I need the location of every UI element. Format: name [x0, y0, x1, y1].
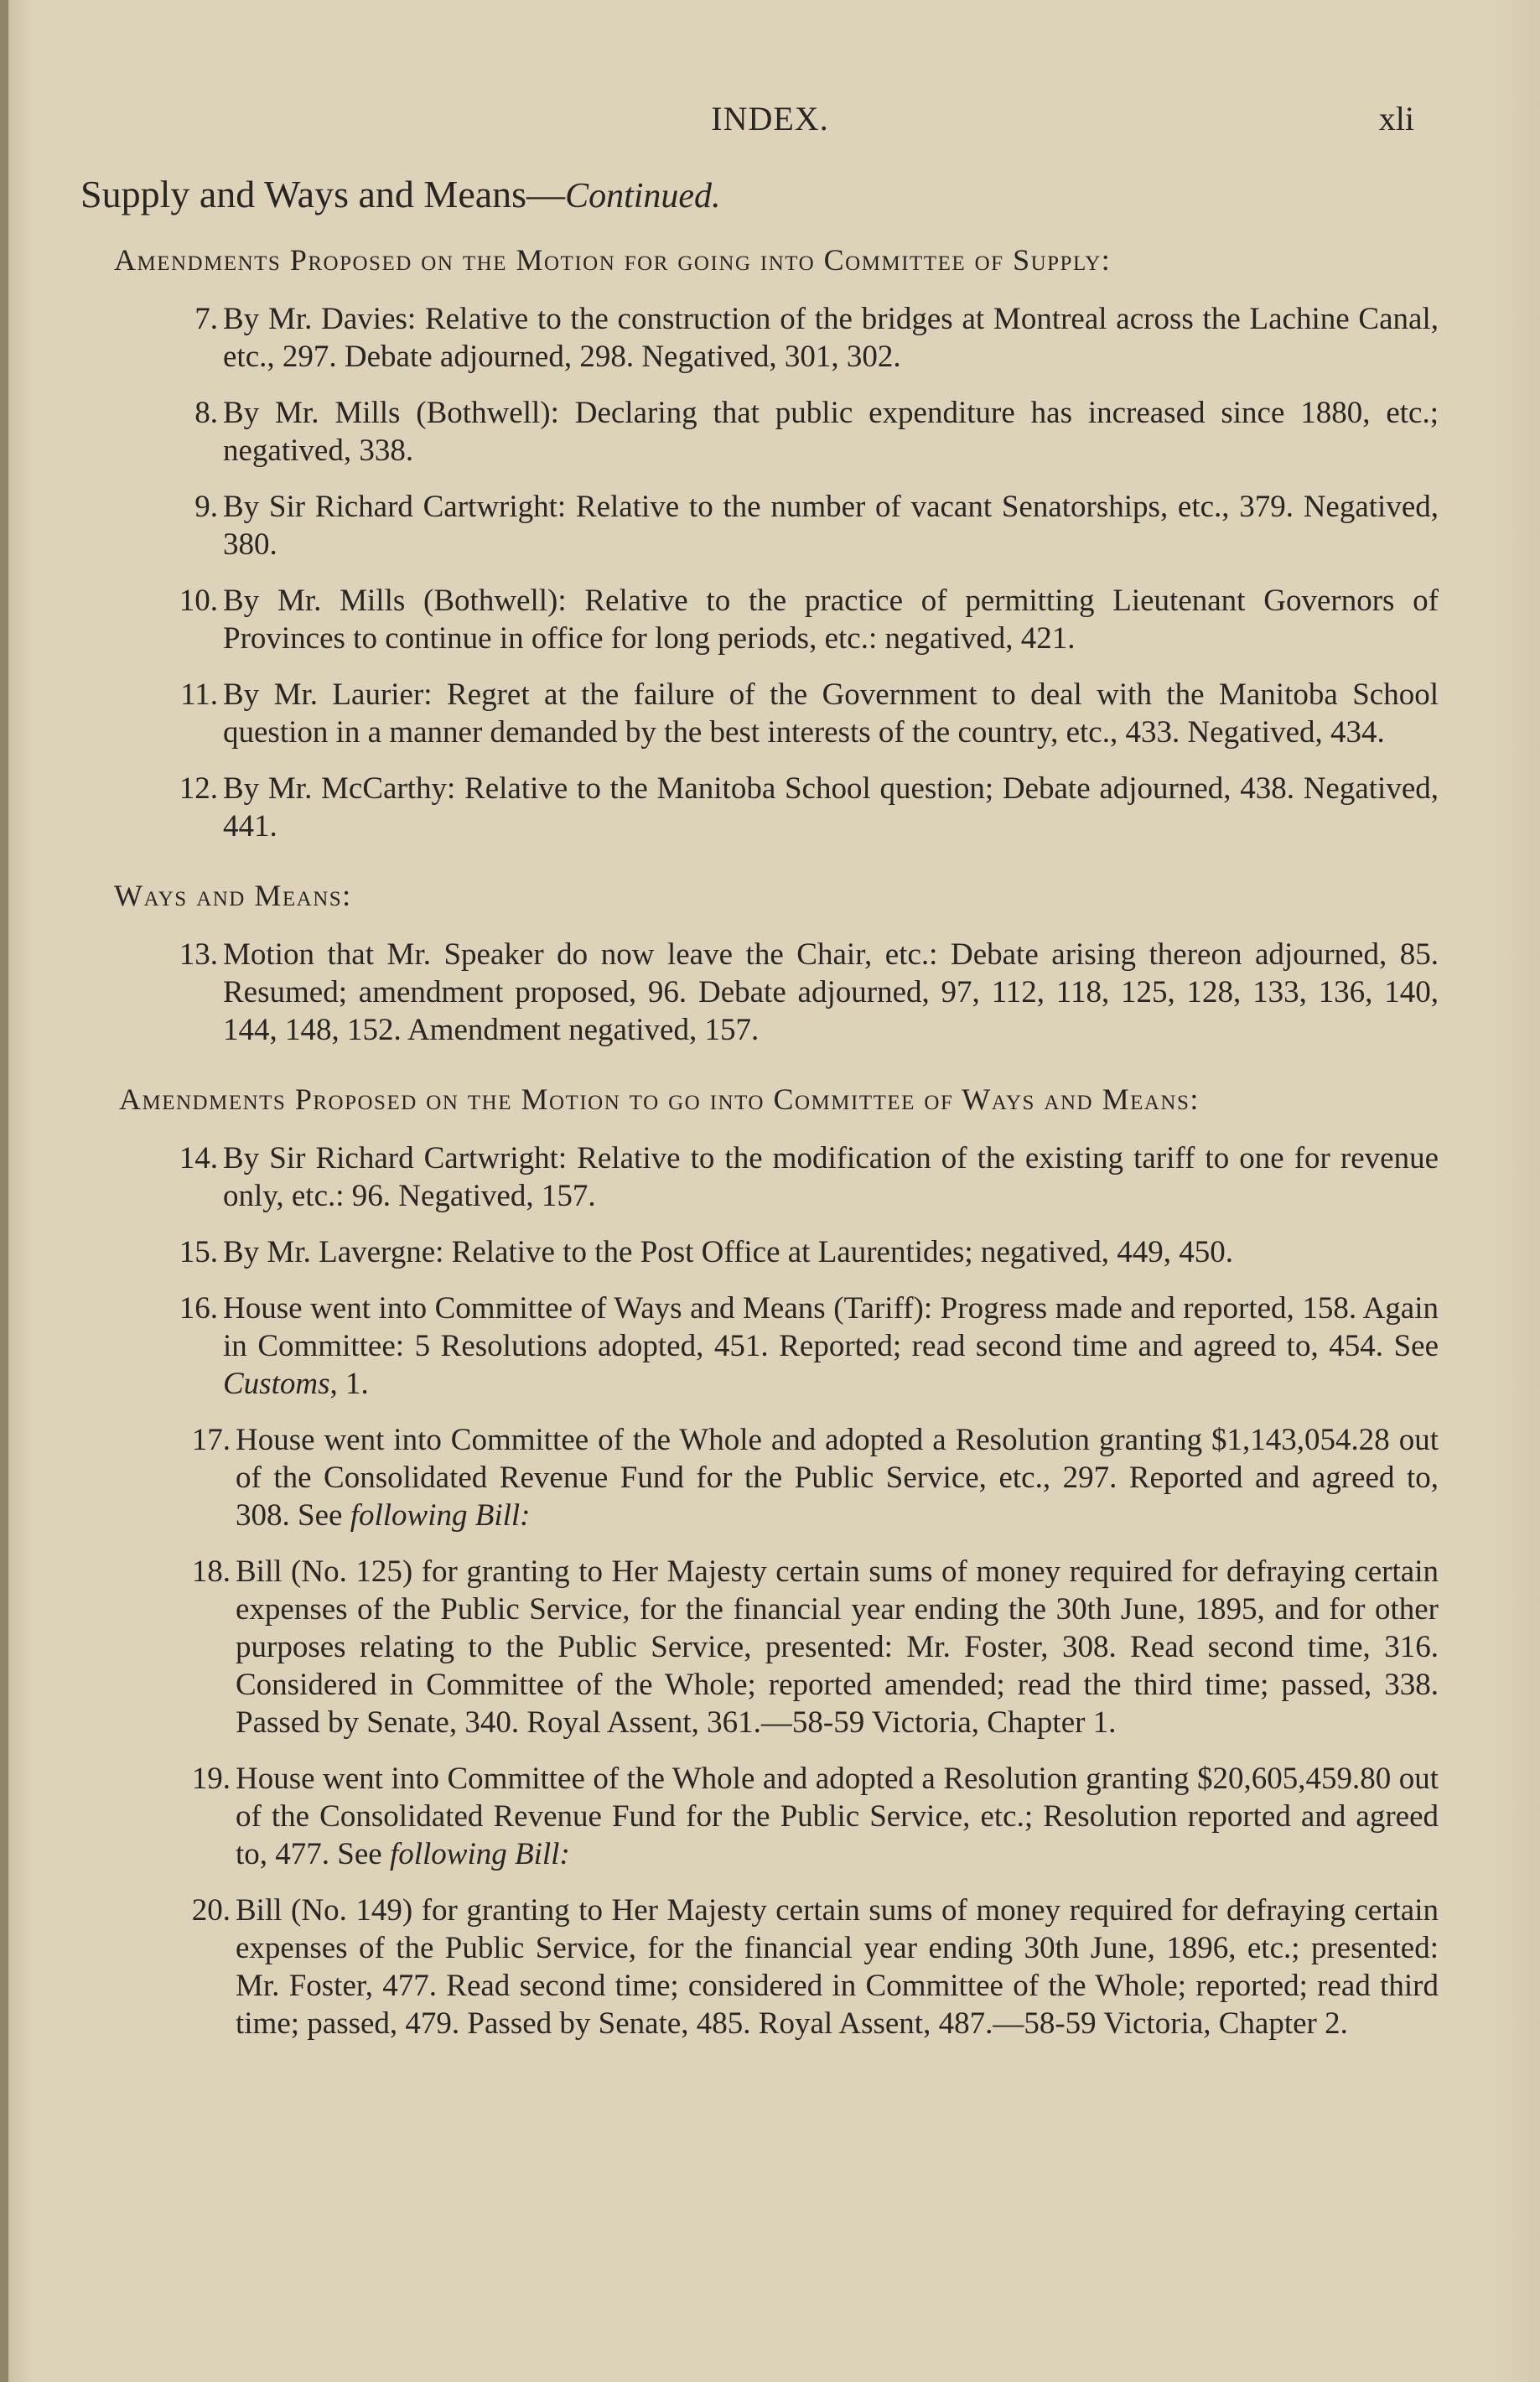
entry-number: 19. [191, 1762, 231, 1796]
entry-text: By Mr. Davies: Relative to the construction of the bridges at Montreal across the Lachine Canal, etc., 297. Debate adjourned, 298. Negatived, 301, 302. [223, 302, 1439, 374]
cross-reference: Customs [223, 1367, 330, 1401]
entry-text: House went into Committee of the Whole and adopted a Resolution granting $20,605,459.80 out of the Consolidated Revenue Fund for the Public Service, etc.; Resolution reported and agreed to, 477. See [236, 1762, 1439, 1871]
entry-number: 20. [191, 1893, 231, 1928]
index-entry [80, 488, 1439, 563]
entry-text: House went into Committee of Ways and Means (Tariff): Progress made and reported, 158. Again in Committee: 5 Resolutions adopted, 451. Reported; read second time and agreed to, 454. See [223, 1291, 1439, 1363]
index-entry [80, 1553, 1439, 1741]
group-list-ways-and-means [80, 936, 1439, 1049]
entry-number: 9. [194, 490, 218, 524]
index-entry [80, 1892, 1439, 2042]
section-title [80, 172, 1439, 216]
group-list-ways-means-amendments [80, 1139, 1439, 2042]
index-entry [80, 1233, 1439, 1271]
entry-number: 13. [179, 937, 218, 972]
entry-number: 16. [179, 1291, 218, 1326]
entry-number: 12. [179, 771, 218, 806]
entry-text: By Mr. Mills (Bothwell): Relative to the practice of permitting Lieutenant Governors of Provinces to continue in office for long periods, etc.: negatived, 421. [223, 584, 1439, 656]
entry-number: 11. [180, 677, 218, 712]
entry-number: 15. [179, 1235, 218, 1269]
entry-number: 10. [179, 584, 218, 618]
entry-text-with-reference [223, 1291, 1439, 1401]
page-header [0, 99, 1540, 149]
entry-number: 7. [194, 302, 218, 336]
entry-number: 18. [191, 1554, 231, 1589]
cross-reference: following Bill: [389, 1837, 570, 1871]
entry-text-tail: , 1. [329, 1367, 369, 1401]
page-spine-edge [0, 0, 8, 2382]
running-head: INDEX. [711, 100, 829, 138]
group-heading-ways-means-amendments: Amendments Proposed on the Motion to go into Committee of Ways and Means: [119, 1082, 1200, 1116]
entry-text: By Mr. Laurier: Regret at the failure of the Government to deal with the Manitoba School question in a manner demanded by the best interests of the country, etc., 433. Negatived, 434. [223, 677, 1439, 750]
index-entry [80, 1290, 1439, 1403]
entry-text: Bill (No. 149) for granting to Her Majesty certain sums of money required for defraying certain expenses of the Public Service, for the financial year ending 30th June, 1896, etc.; presented: Mr. Foster, 477. Read second time; considered in Committee of the Whole; reported; read third time; passed, 479. Passed by Senate, 485. Royal Assent, 487.—58-59 Victoria, Chapter 2. [236, 1893, 1439, 2041]
index-entry [80, 1421, 1439, 1534]
page-number: xli [1378, 100, 1414, 138]
entry-text: By Mr. Mills (Bothwell): Declaring that public expenditure has increased since 1880, etc.; negatived, 338. [223, 396, 1439, 468]
index-entry [80, 394, 1439, 470]
group-list-supply-amendments [80, 300, 1439, 845]
group-heading-supply-amendments: Amendments Proposed on the Motion for going into Committee of Supply: [114, 243, 1112, 277]
entry-text: By Sir Richard Cartwright: Relative to the number of vacant Senatorships, etc., 379. Negatived, 380. [223, 490, 1439, 562]
entry-text: By Sir Richard Cartwright: Relative to the modification of the existing tariff to one for revenue only, etc.: 96. Negatived, 157. [223, 1141, 1439, 1213]
index-entry [80, 1760, 1439, 1873]
index-entry [80, 676, 1439, 751]
index-entry [80, 770, 1439, 845]
entry-number: 8. [194, 396, 218, 430]
index-content [80, 172, 1439, 2074]
cross-reference: following Bill: [350, 1498, 531, 1533]
entry-text: By Mr. Lavergne: Relative to the Post Office at Laurentides; negatived, 449, 450. [223, 1235, 1233, 1269]
index-entry [80, 300, 1439, 376]
entry-text: Motion that Mr. Speaker do now leave the Chair, etc.: Debate arising thereon adjourned, 85. Resumed; amendment proposed, 96. Debate adjourned, 97, 112, 118, 125, 128, 133, 136, 140, 144, 148, 152. Amendment negatived, 157. [223, 937, 1439, 1047]
entry-number: 17. [191, 1423, 231, 1457]
entry-number: 14. [179, 1141, 218, 1175]
entry-text-with-reference [236, 1762, 1439, 1871]
entry-text: Bill (No. 125) for granting to Her Majesty certain sums of money required for defraying certain expenses of the Public Service, for the financial year ending the 30th June, 1895, and for other purposes relating to the Public Service, presented: Mr. Foster, 308. Read second time, 316. Considered in Committee of the Whole; reported amended; read the third time; passed, 338. Passed by Senate, 340. Royal Assent, 361.—58-59 Victoria, Chapter 1. [236, 1554, 1439, 1740]
index-entry [80, 1139, 1439, 1215]
entry-text: House went into Committee of the Whole and adopted a Resolution granting $1,143,054.28 out of the Consolidated Revenue Fund for the Public Service, etc., 297. Reported and agreed to, 308. See [236, 1423, 1439, 1533]
index-entry [80, 936, 1439, 1049]
section-title-main: Supply and Ways and Means— [80, 173, 566, 215]
group-heading-ways-and-means: Ways and Means: [114, 879, 352, 912]
index-entry [80, 582, 1439, 657]
entry-text-with-reference [236, 1423, 1439, 1533]
entry-text: By Mr. McCarthy: Relative to the Manitoba School question; Debate adjourned, 438. Negatived, 441. [223, 771, 1439, 843]
section-title-continued: Continued. [565, 177, 721, 215]
